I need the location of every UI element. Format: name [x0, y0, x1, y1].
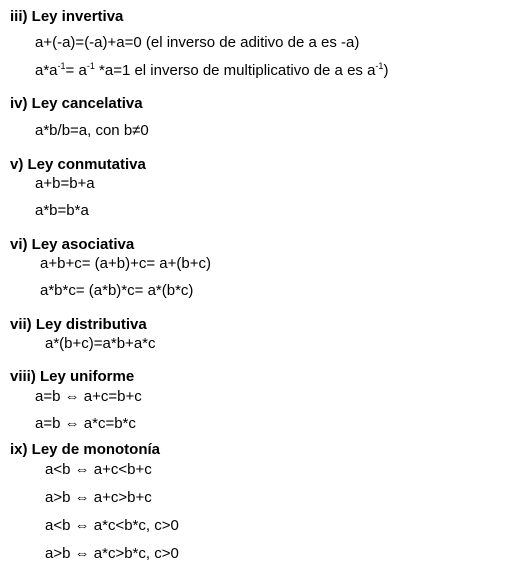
formula-asociativa-producto: a*b*c= (a*b)*c= a*(b*c): [40, 282, 194, 299]
formula-uniforme-producto: a=b ⇔ a*c=b*c: [35, 415, 136, 432]
formula-inverso-aditivo: a+(-a)=(-a)+a=0 (el inverso de aditivo de a es -a): [35, 34, 360, 51]
heading-ley-invertiva: iii) Ley invertiva: [10, 8, 124, 25]
formula-monotonia-suma-menor: a<b ⇔ a+c<b+c: [45, 461, 152, 478]
heading-ley-distributiva: vii) Ley distributiva: [10, 316, 147, 333]
formula-asociativa-suma: a+b+c= (a+b)+c= a+(b+c): [40, 255, 211, 272]
formula-distributiva: a*(b+c)=a*b+a*c: [45, 335, 156, 352]
formula-conmutativa-producto: a*b=b*a: [35, 202, 89, 219]
heading-ley-monotonia: ix) Ley de monotonía: [10, 441, 161, 458]
heading-ley-conmutativa: v) Ley conmutativa: [10, 156, 146, 173]
heading-ley-cancelativa: iv) Ley cancelativa: [10, 95, 143, 112]
heading-ley-uniforme: viii) Ley uniforme: [10, 368, 135, 385]
formula-cancelativa: a*b/b=a, con b≠0: [35, 122, 149, 139]
formula-monotonia-producto-mayor: a>b ⇔ a*c>b*c, c>0: [45, 545, 179, 562]
heading-ley-asociativa: vi) Ley asociativa: [10, 236, 135, 253]
formula-monotonia-producto-menor: a<b ⇔ a*c<b*c, c>0: [45, 517, 179, 534]
formula-monotonia-suma-mayor: a>b ⇔ a+c>b+c: [45, 489, 152, 506]
formula-conmutativa-suma: a+b=b+a: [35, 175, 95, 192]
formula-uniforme-suma: a=b ⇔ a+c=b+c: [35, 388, 142, 405]
formula-inverso-multiplicativo: $a*a^{-1}= a^{-1}$ *a=1 el inverso de multiplicativo de a es $a^{-1}$): [35, 61, 389, 79]
